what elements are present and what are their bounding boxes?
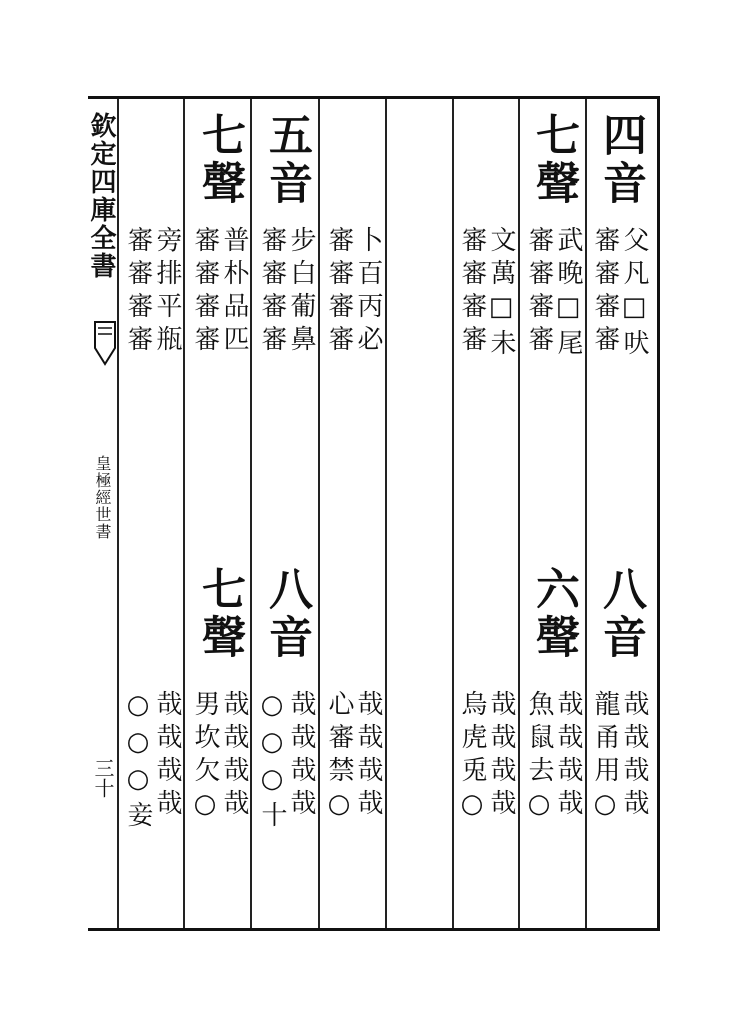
top-col1-line-b: 審審審審 bbox=[590, 226, 620, 358]
top-col7-line-b: 審審審審 bbox=[190, 226, 220, 358]
heading-col7-top: 七聲 bbox=[194, 112, 245, 208]
bottom-col6-line-b: 哉哉哉哉 bbox=[286, 690, 316, 822]
bottom-col6-line-a: ○○○十 bbox=[257, 690, 287, 834]
heading-col7-bottom: 七聲 bbox=[194, 566, 245, 662]
top-col3-line-b: 審審審審 bbox=[457, 226, 487, 358]
column-rule bbox=[518, 99, 520, 928]
heading-col1-top: 四音 bbox=[595, 112, 646, 208]
top-col5-line-b: 審審審審 bbox=[324, 226, 354, 358]
bottom-col2-line-b: 哉哉哉哉 bbox=[553, 690, 583, 822]
top-col1-line-a: 父凡□吠 bbox=[619, 226, 649, 362]
column-rule bbox=[250, 99, 252, 928]
bottom-col7-line-b: 哉哉哉哉 bbox=[219, 690, 249, 822]
heading-col6-bottom: 八音 bbox=[261, 566, 312, 662]
bottom-col1-line-a: 龍甬用○ bbox=[590, 690, 620, 826]
top-col2-line-b: 審審審審 bbox=[524, 226, 554, 358]
top-col2-line-a: 武晚□尾 bbox=[553, 226, 583, 362]
column-rule bbox=[585, 99, 587, 928]
fishtail-mark-icon bbox=[92, 318, 118, 370]
heading-col2-top: 七聲 bbox=[528, 112, 579, 208]
bottom-col1-line-b: 哉哉哉哉 bbox=[619, 690, 649, 822]
top-col8-line-a: 旁排平瓶 bbox=[152, 226, 182, 358]
column-rule bbox=[385, 99, 387, 928]
top-col5-line-a: 卜百丙必 bbox=[353, 226, 383, 358]
bottom-col8-line-a: ○○○妾 bbox=[123, 690, 153, 834]
column-rule bbox=[117, 99, 119, 928]
heading-col1-bottom: 八音 bbox=[595, 566, 646, 662]
heading-col6-top: 五音 bbox=[261, 112, 312, 208]
bottom-col3-line-a: 烏虎兎○ bbox=[457, 690, 487, 826]
top-col6-line-a: 步白葡鼻 bbox=[286, 226, 316, 358]
margin-page-number: 三十 bbox=[91, 758, 115, 798]
bottom-col5-line-b: 哉哉哉哉 bbox=[353, 690, 383, 822]
margin-title: 欽定四庫全書 bbox=[86, 112, 116, 280]
bottom-col2-line-a: 魚鼠去○ bbox=[524, 690, 554, 826]
heading-col2-bottom: 六聲 bbox=[528, 566, 579, 662]
top-col3-line-a: 文萬□未 bbox=[486, 226, 516, 362]
margin-book-title: 皇極經世書 bbox=[93, 455, 112, 540]
bottom-col5-line-a: 心審禁○ bbox=[324, 690, 354, 826]
frame-bottom-border bbox=[88, 928, 660, 931]
column-rule bbox=[318, 99, 320, 928]
frame-right-border bbox=[657, 96, 660, 931]
top-col7-line-a: 普朴品匹 bbox=[219, 226, 249, 358]
bottom-col7-line-a: 男坎欠○ bbox=[190, 690, 220, 826]
frame-top-border bbox=[88, 96, 660, 99]
bottom-col3-line-b: 哉哉哉哉 bbox=[486, 690, 516, 822]
column-rule bbox=[183, 99, 185, 928]
top-col8-line-b: 審審審審 bbox=[123, 226, 153, 358]
bottom-col8-line-b: 哉哉哉哉 bbox=[152, 690, 182, 822]
top-col6-line-b: 審審審審 bbox=[257, 226, 287, 358]
column-rule bbox=[452, 99, 454, 928]
